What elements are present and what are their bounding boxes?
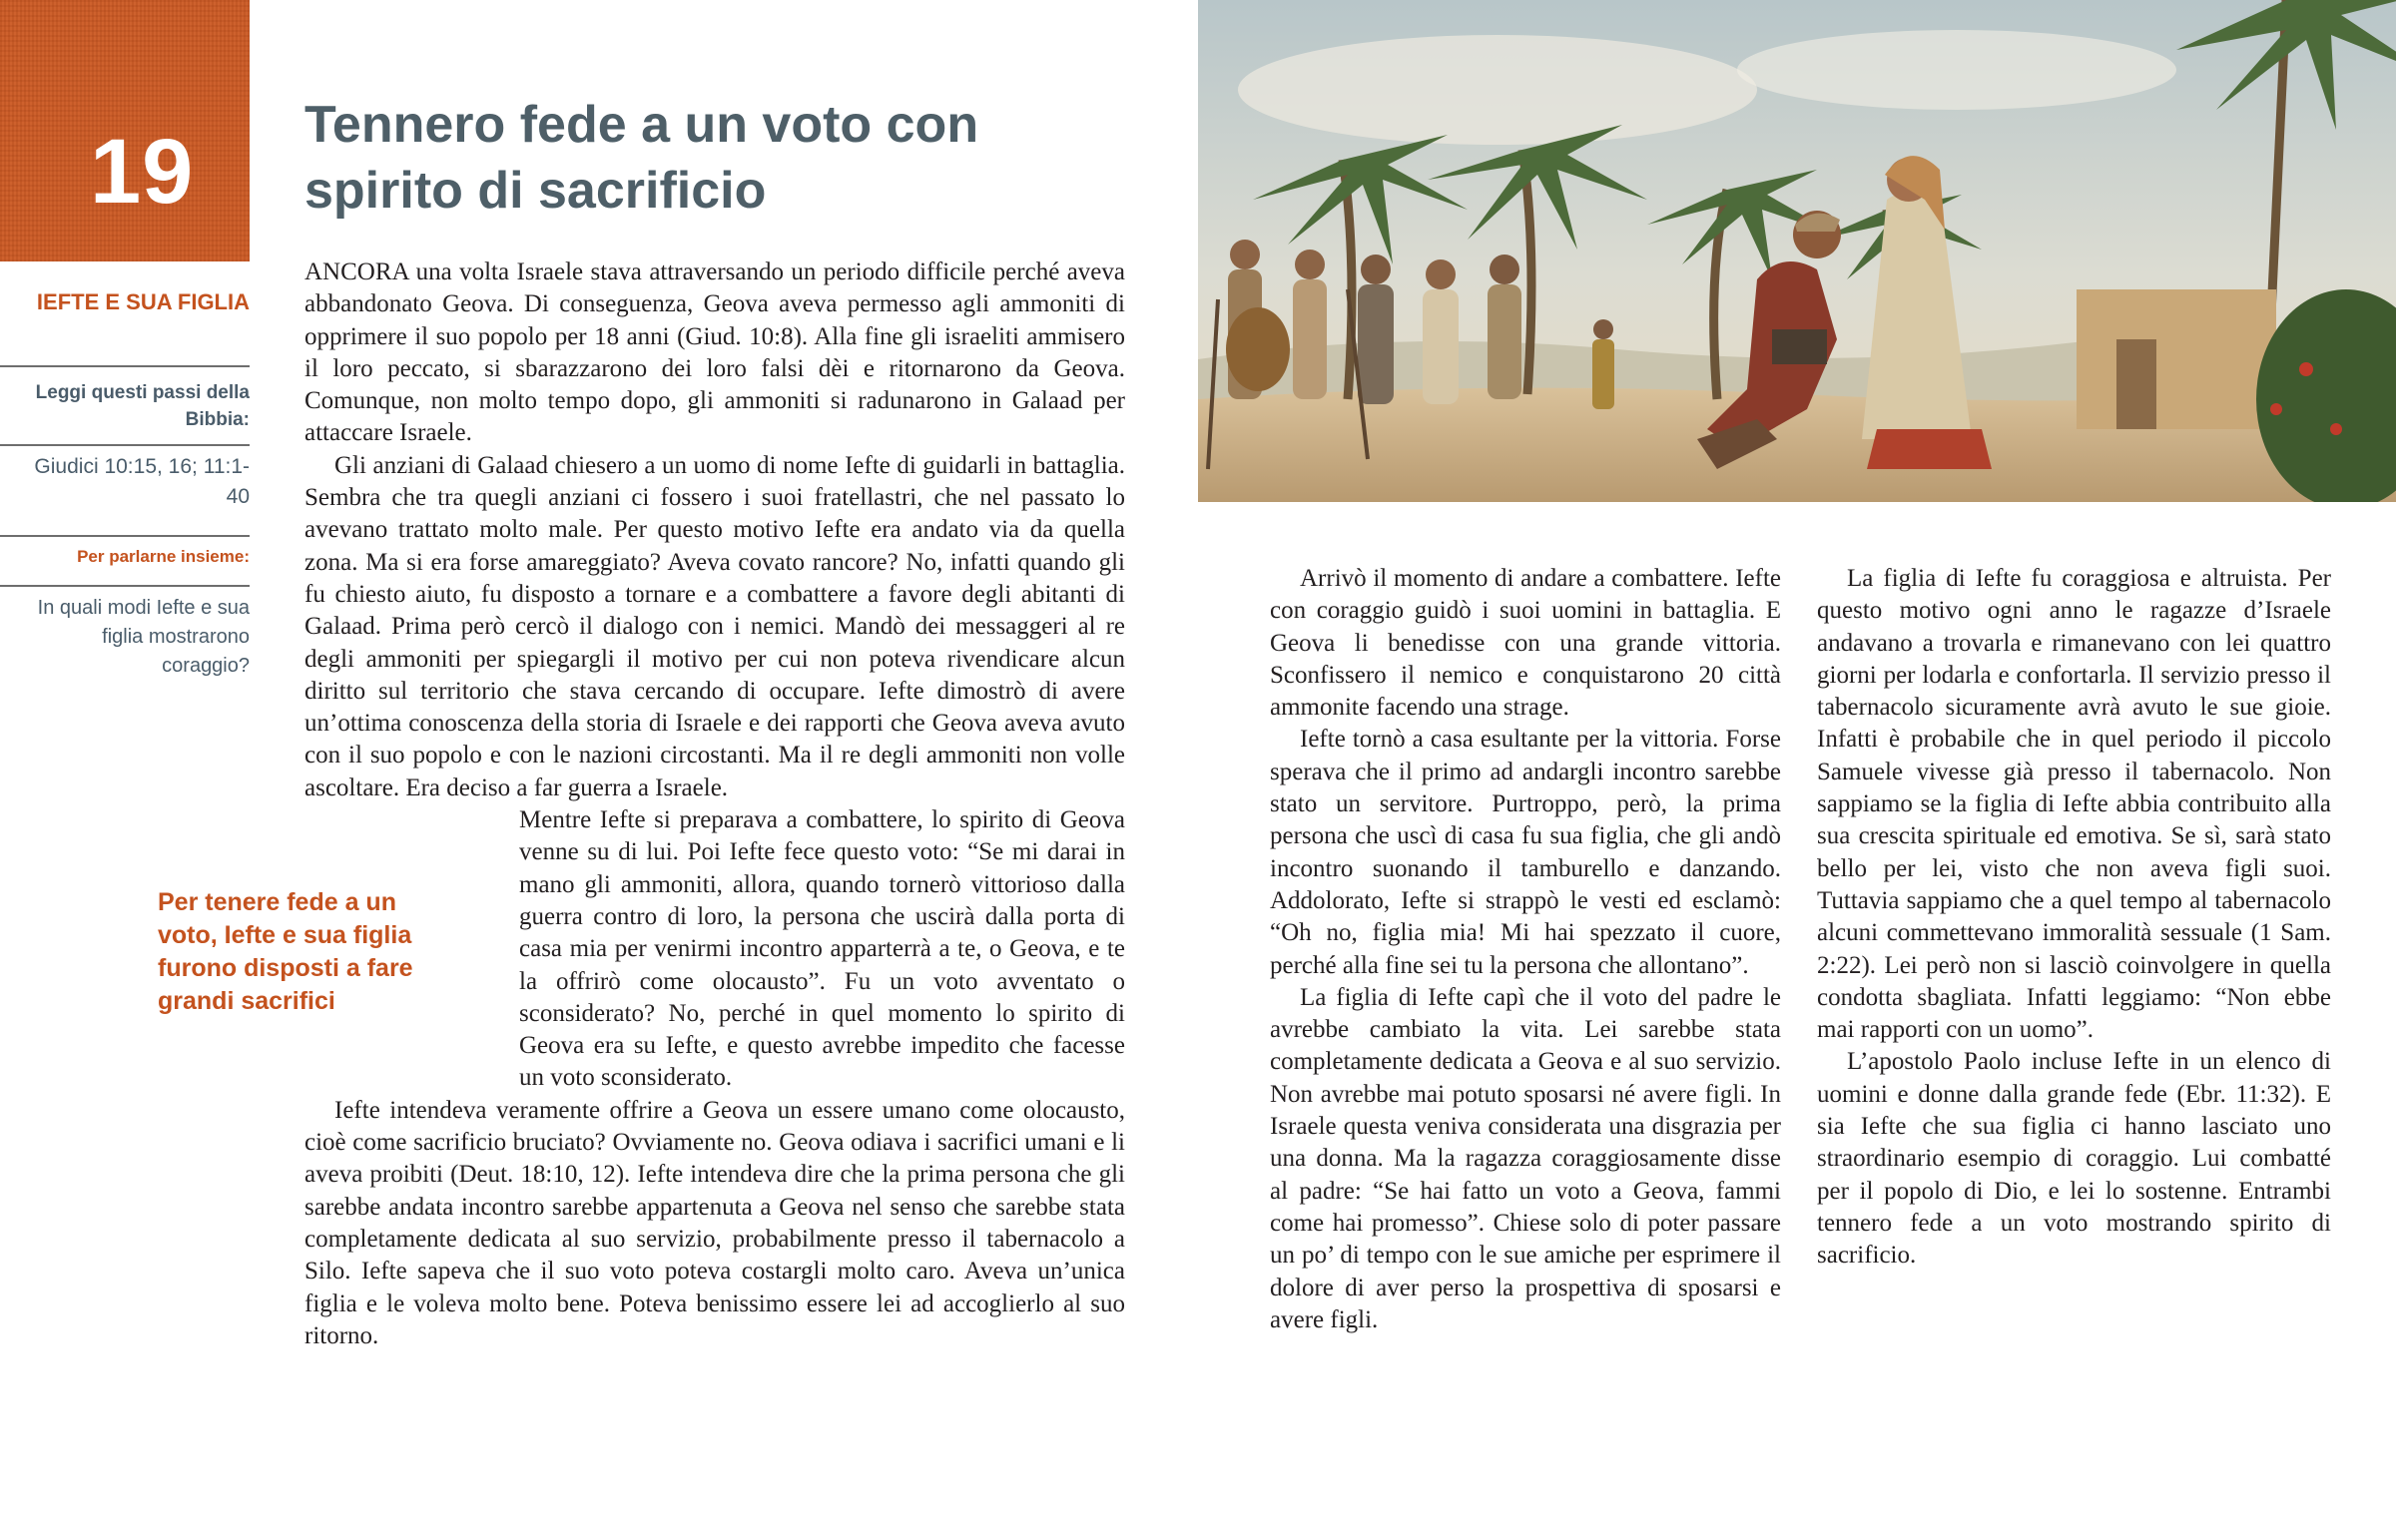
paragraph: ANCORA una volta Israele stava attraversando un periodo difficile perché aveva abbandonato Geova. Di conseguenza, Geova aveva permesso agli ammoniti di opprimere il suo popolo per 18 anni (Giud. 10:8). Alla fine gli israeliti ammisero il loro peccato, si sbarazzarono dei loro falsi dèi e ritornarono da Geova. Comunque, non molto tempo dopo, gli ammoniti si radunarono in Galaad per attaccare Israele. [304, 258, 1125, 447]
text-column-1 [304, 257, 1125, 1352]
paragraph: Gli anziani di Galaad chiesero a un uomo di nome Iefte di guidarli in battaglia. Sembra che tra quegli anziani ci fossero i suoi fratellastri, che nel passato lo avevano trattato molto male. Per questo motivo Iefte era andato via da quella zona. Ma si era forse amareggiato? Aveva covato rancore? No, infatti quando gli fu chiesto aiuto, fu disposto a tornare e a combattere a favore degli abitanti di Galaad. Prima però cercò il dialogo con i nemici. Mandò dei messaggeri al re degli ammoniti per spiegargli il motivo per cui non poteva rivendicare alcun diritto sul territorio che stava cercando di occupare. Iefte dimostrò di avere un’ottima conoscenza della storia di Israele e dei rapporti che Geova aveva avuto con il suo popolo e con le nazioni circostanti. Ma il re degli ammoniti non volle ascoltare. Era deciso a far guerra a Israele. [304, 451, 1125, 801]
paragraph: Arrivò il momento di andare a combattere. Iefte con coraggio guidò i suoi uomini in battaglia. E Geova li benedisse con una grande vittoria. Sconfissero il nemico e conquistarono 20 città ammonite facendo una strage. [1270, 565, 1781, 722]
sidebar-title: IEFTE E SUA FIGLIA [36, 289, 250, 314]
text-column-3 [1817, 563, 2331, 1273]
sidebar-divider [0, 535, 250, 537]
lesson-number-block [0, 0, 250, 261]
illustration-jephthah-and-daughter [1198, 0, 2396, 502]
discussion-question: In quali modi Iefte e sua figlia mostrarono coraggio? [37, 597, 250, 677]
paragraph: Iefte tornò a casa esultante per la vittoria. Forse sperava che il primo ad andargli incontro sarebbe stato un servitore. Purtroppo, però, la prima persona che uscì di casa fu sua figlia, che gli andò incontro suonando il tamburello e danzando. Addolorato, Iefte si strappò le vesti ed esclamò: “Oh no, figlia mia! Mi hai spezzato il cuore, perché alla fine sei tu la persona che allontano”. [1270, 726, 1781, 979]
paragraph: L’apostolo Paolo incluse Iefte in un elenco di uomini e donne dalla grande fede (Ebr. 11:32). E sia Iefte che sua figlia ci hanno lasciato uno straordinario esempio di coraggio. Lui combatté per il popolo di Dio, e lei lo sostenne. Entrambi tennero fede a un voto mostrando spirito di sacrificio. [1817, 1048, 2331, 1270]
sidebar-divider [0, 444, 250, 446]
sidebar-divider [0, 585, 250, 587]
paragraph: Mentre Iefte si preparava a combattere, lo spirito di Geova venne su di lui. Poi Iefte fece questo voto: “Se mi darai in mano gli ammoniti, allora, quando tornerò vittorioso dalla guerra contro di loro, la persona che uscirà dalla porta di casa mia per venirmi incontro apparterrà a te, o Geova, e te la offrirò come olocausto”. Fu un voto avventato o sconsiderato? No, perché in quel momento lo spirito di Geova era su Iefte, e questo avrebbe impedito che facesse un voto sconsiderato. [519, 806, 1125, 1092]
text-column-2 [1270, 563, 1781, 1336]
discussion-label: Per parlarne insieme: [77, 547, 250, 566]
paragraph: Iefte intendeva veramente offrire a Geova un essere umano come olocausto, cioè come sacrificio bruciato? Ovviamente no. Geova odiava i sacrifici umani e li aveva proibiti (Deut. 18:10, 12). Iefte intendeva dire che la prima persona che gli sarebbe andata incontro sarebbe appartenuta a Geova nel senso che sarebbe stata completamente dedicata al suo servizio, probabilmente presso il tabernacolo a Silo. Iefte sapeva che il suo voto poteva costargli molto caro. Aveva un’unica figlia e le voleva molto bene. Poteva benissimo essere lei ad accoglierlo al suo ritorno. [304, 1096, 1125, 1349]
paragraph: La figlia di Iefte capì che il voto del padre le avrebbe cambiato la vita. Lei sarebbe stata completamente dedicata a Geova e al suo servizio. Non avrebbe mai potuto sposarsi né avere figli. In Israele questa veniva considerata una disgrazia per una donna. Ma la ragazza coraggiosamente disse al padre: “Se hai fatto un voto a Geova, fammi come hai promesso”. Chiese solo di poter passare un po’ di tempo con le sue amiche per esprimere il dolore di aver perso la prospettiva di sposarsi e avere figli. [1270, 983, 1781, 1333]
pull-quote: Per tenere fede a un voto, Iefte e sua figlia furono disposti a fare grandi sacrifici [158, 888, 413, 1015]
sidebar-divider [0, 365, 250, 367]
paragraph: La figlia di Iefte fu coraggiosa e altruista. Per questo motivo ogni anno le ragazze d’Israele andavano a trovarla e rimanevano con lei quattro giorni per lodarla e confortarla. Il servizio presso il tabernacolo sicuramente avrà avuto le sue gioie. Infatti è probabile che in quel periodo il piccolo Samuele vivesse già presso il tabernacolo. Non sappiamo se la figlia di Iefte abbia contribuito alla sua crescita spirituale ed emotiva. Se sì, sarà stato bello per lei, visto che non aveva figli suoi. Tuttavia sappiamo che a quel tempo al tabernacolo alcuni commettevano immoralità sessuale (1 Sam. 2:22). Lei però non si lasciò coinvolgere in quella condotta sbagliata. Infatti leggiamo: “Non ebbe mai rapporti con un uomo”. [1817, 565, 2331, 1044]
lesson-number: 19 [90, 121, 195, 223]
bible-references: Giudici 10:15, 16; 11:1-40 [34, 455, 250, 508]
page-title: Tennero fede a un voto con spirito di sacrificio [304, 96, 979, 220]
read-passages-label: Leggi questi passi della Bibbia: [35, 382, 250, 430]
illustration-image [1198, 0, 2396, 502]
